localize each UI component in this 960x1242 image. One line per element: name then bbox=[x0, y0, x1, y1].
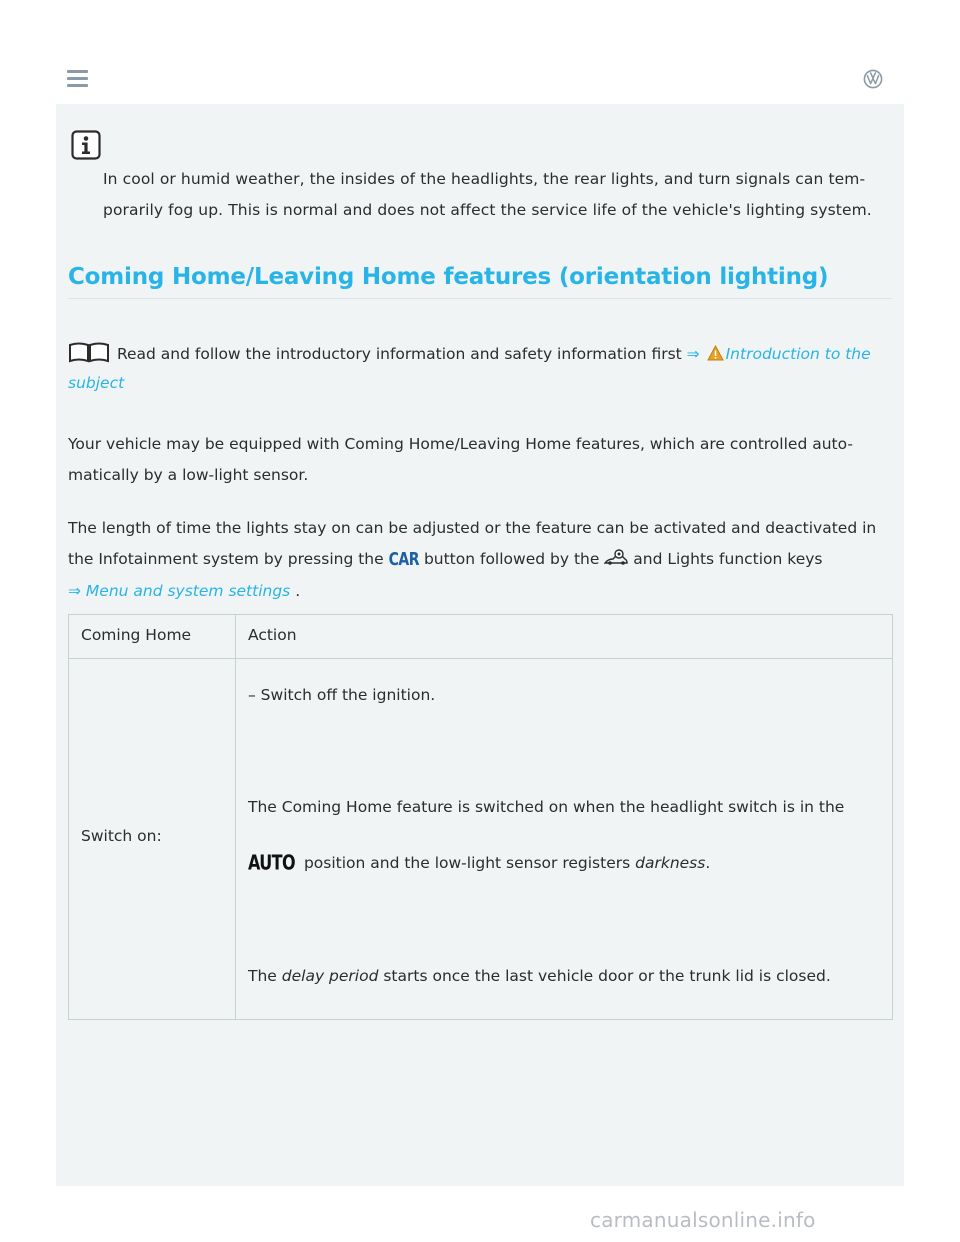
delay-period-term: delay period bbox=[281, 967, 379, 985]
delay-text-2: starts once the last vehicle door or the trunk lid is closed. bbox=[383, 967, 831, 985]
hamburger-menu-icon[interactable] bbox=[67, 70, 88, 88]
table-column-divider bbox=[235, 615, 236, 1019]
auto-switch-icon: AUTO bbox=[248, 850, 295, 875]
vehicle-settings-gear-icon bbox=[604, 548, 628, 566]
features-paragraph: Your vehicle may be equipped with Coming Home/Leaving Home features, which are controlled auto-matically by a low-light sensor. bbox=[68, 435, 853, 484]
table-header-coming-home: Coming Home bbox=[81, 626, 192, 644]
menu-system-settings-link[interactable]: ⇒ Menu and system settings bbox=[68, 582, 291, 600]
coming-home-table bbox=[68, 614, 893, 1020]
warning-triangle-icon bbox=[707, 345, 724, 361]
table-header-action: Action bbox=[248, 626, 297, 644]
settings-text-2: button followed by the bbox=[423, 550, 600, 568]
info-icon bbox=[71, 130, 101, 160]
action-auto-line bbox=[248, 850, 711, 875]
car-button-icon: CAR bbox=[388, 549, 419, 570]
table-header-row bbox=[69, 615, 892, 659]
section-divider bbox=[68, 298, 892, 299]
action-auto-period: . bbox=[705, 854, 711, 872]
settings-paragraph bbox=[68, 513, 898, 607]
section-title: Coming Home/Leaving Home features (orientation lighting) bbox=[68, 264, 829, 290]
settings-text-1: The length of time the lights stay on can be adjusted or the feature can be activated and deactivated in the Infotainment system by pressing the bbox=[68, 519, 877, 568]
action-step-ignition: – Switch off the ignition. bbox=[248, 686, 436, 704]
read-first-notice bbox=[68, 340, 898, 398]
book-icon bbox=[68, 341, 110, 363]
table-row-label: Switch on: bbox=[81, 827, 162, 845]
action-auto-text: position and the low-light sensor registers bbox=[303, 854, 631, 872]
action-delay-line bbox=[248, 967, 831, 985]
settings-text-3: and Lights function keys bbox=[633, 550, 823, 568]
read-first-text: Read and follow the introductory information and safety information first bbox=[116, 345, 682, 363]
vw-logo-icon[interactable] bbox=[863, 69, 883, 89]
action-description: The Coming Home feature is switched on when the headlight switch is in the bbox=[248, 798, 845, 816]
read-first-arrow: ⇒ bbox=[686, 345, 700, 363]
content-page bbox=[56, 104, 904, 1186]
delay-text-1: The bbox=[248, 967, 277, 985]
settings-period: . bbox=[295, 582, 301, 600]
darkness-term: darkness bbox=[635, 854, 706, 872]
introduction-link[interactable]: Introduction to the subject bbox=[68, 345, 871, 392]
top-bar bbox=[56, 54, 904, 106]
watermark: carmanualsonline.info bbox=[590, 1208, 816, 1232]
info-note-text: In cool or humid weather, the insides of the headlights, the rear lights, and turn signals can tem-porarily fog up. This is normal and does not affect the service life of the vehicle's lighting system. bbox=[103, 170, 872, 219]
